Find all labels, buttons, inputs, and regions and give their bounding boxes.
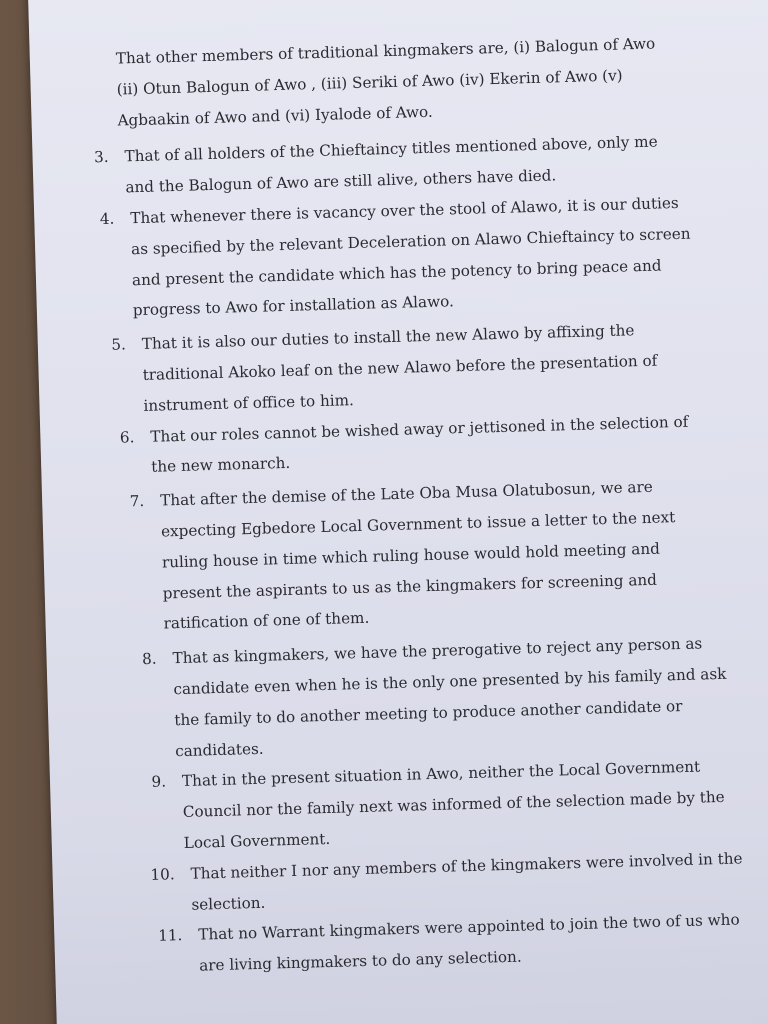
paragraph-continued bbox=[63, 26, 739, 137]
paragraph-number: 6. bbox=[119, 427, 135, 447]
paragraph-4 bbox=[78, 186, 745, 328]
paragraph-line: candidates. bbox=[174, 739, 264, 760]
paragraph-line: That our roles cannot be wished away or jettisoned in the selection of bbox=[150, 412, 689, 446]
paragraph-number: 8. bbox=[141, 649, 157, 669]
paragraph-7 bbox=[108, 469, 754, 641]
paragraph-line: Council nor the family next was informed of the selection made by the bbox=[182, 787, 725, 822]
paragraph-line: That whenever there is vacancy over the stool of Alawo, it is our duties bbox=[130, 193, 679, 228]
paragraph-number bbox=[63, 44, 99, 45]
paragraph-line: That other members of traditional kingmakers are, (i) Balogun of Awo bbox=[115, 34, 656, 68]
paragraph-line: That it is also our duties to install the new Alawo by affixing the bbox=[141, 321, 635, 354]
paragraph-line: ratification of one of them. bbox=[163, 609, 370, 633]
paragraph-9 bbox=[130, 750, 760, 860]
paragraph-line: That after the demise of the Late Oba Musa Olatubosun, we are bbox=[159, 477, 653, 510]
paragraph-line: That no Warrant kingmakers were appointed to join the two of us who bbox=[198, 910, 740, 944]
paragraph-line: traditional Akoko leaf on the new Alawo before the presentation of bbox=[142, 351, 658, 384]
paragraph-5 bbox=[89, 312, 747, 423]
paragraph-number: 10. bbox=[150, 864, 175, 884]
paragraph-line: Agbaakin of Awo and (vi) Iyalode of Awo. bbox=[117, 102, 433, 130]
paragraph-number: 11. bbox=[157, 926, 183, 946]
paragraph-line: and present the candidate which has the potency to bring peace and bbox=[131, 256, 662, 289]
paragraph-line: (ii) Otun Balogun of Awo , (iii) Seriki of Awo (iv) Ekerin of Awo (v) bbox=[116, 66, 623, 99]
paragraph-number: 3. bbox=[93, 148, 109, 167]
paragraph-8 bbox=[120, 627, 757, 768]
paragraph-line: progress to Awo for installation as Alawo. bbox=[132, 292, 455, 320]
paragraph-line: instrument of office to him. bbox=[143, 390, 355, 415]
paragraph-number: 7. bbox=[129, 492, 145, 511]
paragraph-line: That of all holders of the Chieftaincy titles mentioned above, only me bbox=[124, 132, 658, 166]
paragraph-line: Local Government. bbox=[183, 829, 331, 852]
paragraph-number: 5. bbox=[111, 335, 127, 354]
paragraph-line: the family to do another meeting to produce another candidate or bbox=[174, 696, 683, 729]
paragraph-line: ruling house in time which ruling house would hold meeting and bbox=[161, 539, 661, 572]
document-page bbox=[28, 0, 768, 1024]
paragraph-line: as specified by the relevant Deceleration on Alawo Chieftaincy to screen bbox=[130, 224, 691, 258]
paragraph-line: candidate even when he is the only one presented by his family and ask bbox=[173, 664, 727, 699]
paragraph-number: 4. bbox=[99, 209, 115, 229]
paragraph-line: the new monarch. bbox=[151, 454, 291, 477]
paragraph-line: That in the present situation in Awo, neither the Local Government bbox=[181, 757, 701, 791]
paragraph-line: That neither I nor any members of the kingmakers were involved in the bbox=[190, 849, 743, 883]
paragraph-line: expecting Egbedore Local Government to issue a letter to the next bbox=[160, 508, 676, 541]
paragraph-line: selection. bbox=[191, 893, 266, 914]
paragraph-line: are living kingmakers to do any selection. bbox=[198, 947, 522, 975]
paragraph-line: present the aspirants to us as the kingmakers for screening and bbox=[162, 570, 658, 603]
paragraph-line: That as kingmakers, we have the prerogative to reject any person as bbox=[172, 634, 703, 668]
paragraph-number: 9. bbox=[151, 772, 167, 792]
paragraph-line: and the Balogun of Awo are still alive, others have died. bbox=[125, 166, 557, 197]
document-body bbox=[37, 26, 763, 985]
